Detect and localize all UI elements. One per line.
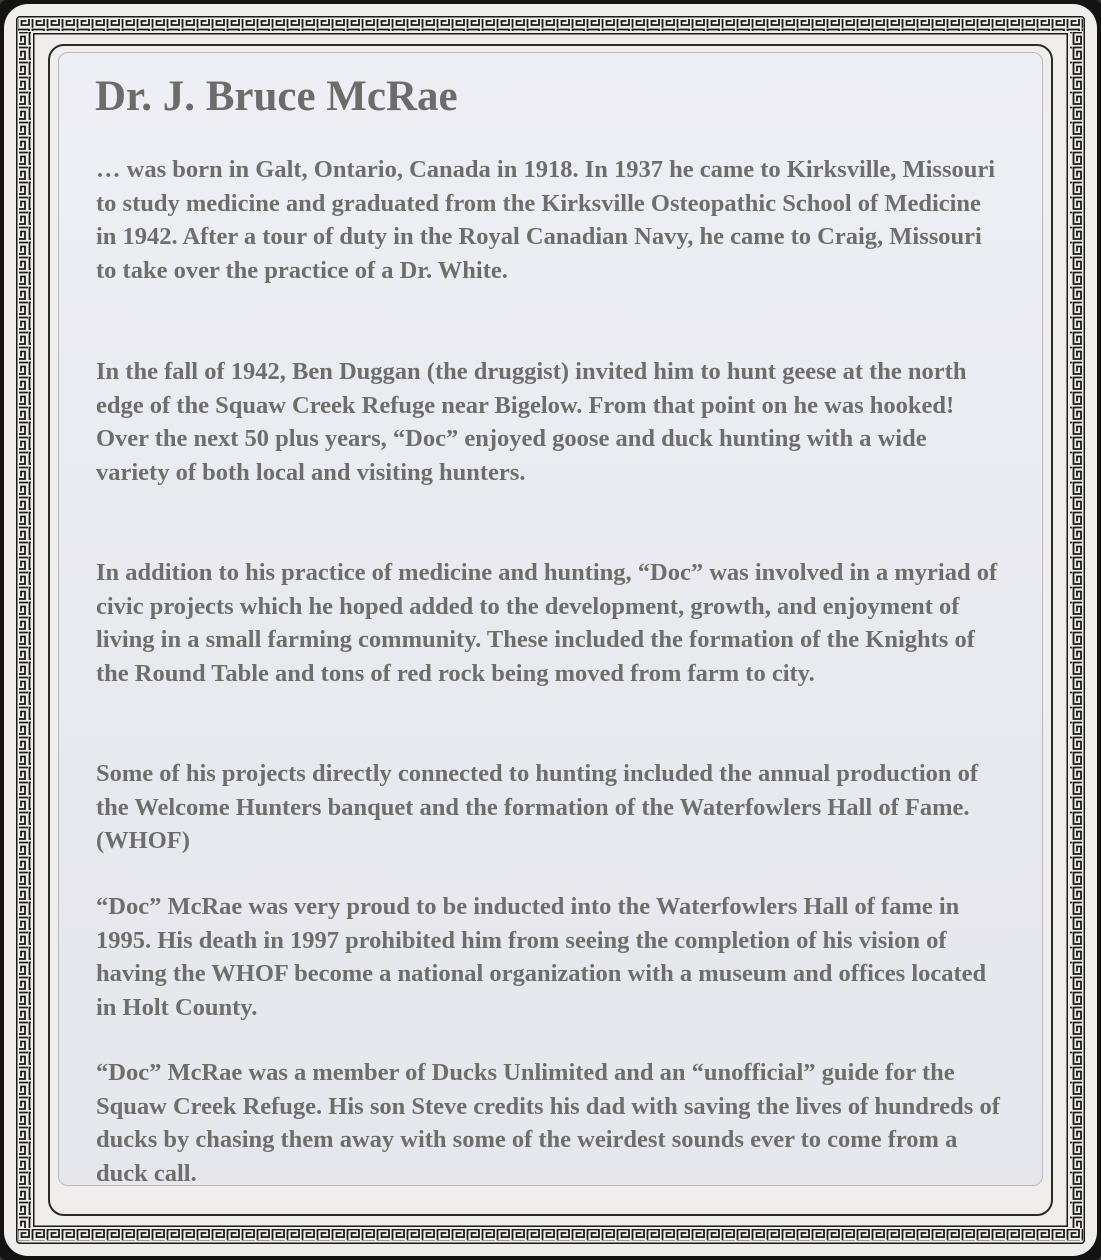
plaque-title: Dr. J. Bruce McRae: [95, 73, 458, 120]
paragraph-hall-of-fame: “Doc” McRae was very proud to be inducted into the Waterfowlers Hall of fame in 1995. His death in 1997 prohibited him from seeing the completion of his vision of having the WHOF become a national organization with a museum and offices located in Holt County.: [96, 893, 987, 1021]
paragraph-early-life: … was born in Galt, Ontario, Canada in 1918. In 1937 he came to Kirksville, Missouri to study medicine and graduated from the Kirksville Osteopathic School of Medicine in 1942. After a tour of duty in the Royal Canadian Navy, he came to Craig, Missouri to take over the practice of a Dr. White.: [96, 156, 996, 284]
paragraph-ducks-unlimited: “Doc” McRae was a member of Ducks Unlimited and an “unofficial” guide for the Squaw Creek Refuge. His son Steve credits his dad with saving the lives of hundreds of ducks by chasing them away with some of the weirdest sounds ever to come from a duck call.: [96, 1059, 1000, 1187]
paragraph-hunting-projects: Some of his projects directly connected to hunting included the annual production of the Welcome Hunters banquet and the formation of the Waterfowlers Hall of Fame. (WHOF): [96, 760, 979, 855]
paragraph-hunting-start: In the fall of 1942, Ben Duggan (the druggist) invited him to hunt geese at the north edge of the Squaw Creek Refuge near Bigelow. From that point on he was hooked! Over the next 50 plus years, “Doc” enjoyed goose and duck hunting with a wide variety of both local and visiting hunters.: [96, 358, 967, 486]
paragraph-civic-projects: In addition to his practice of medicine and hunting, “Doc” was involved in a myriad of civic projects which he hoped added to the development, growth, and enjoyment of living in a small farming community. These included the formation of the Knights of the Round Table and tons of red rock being moved from farm to city.: [96, 559, 998, 687]
